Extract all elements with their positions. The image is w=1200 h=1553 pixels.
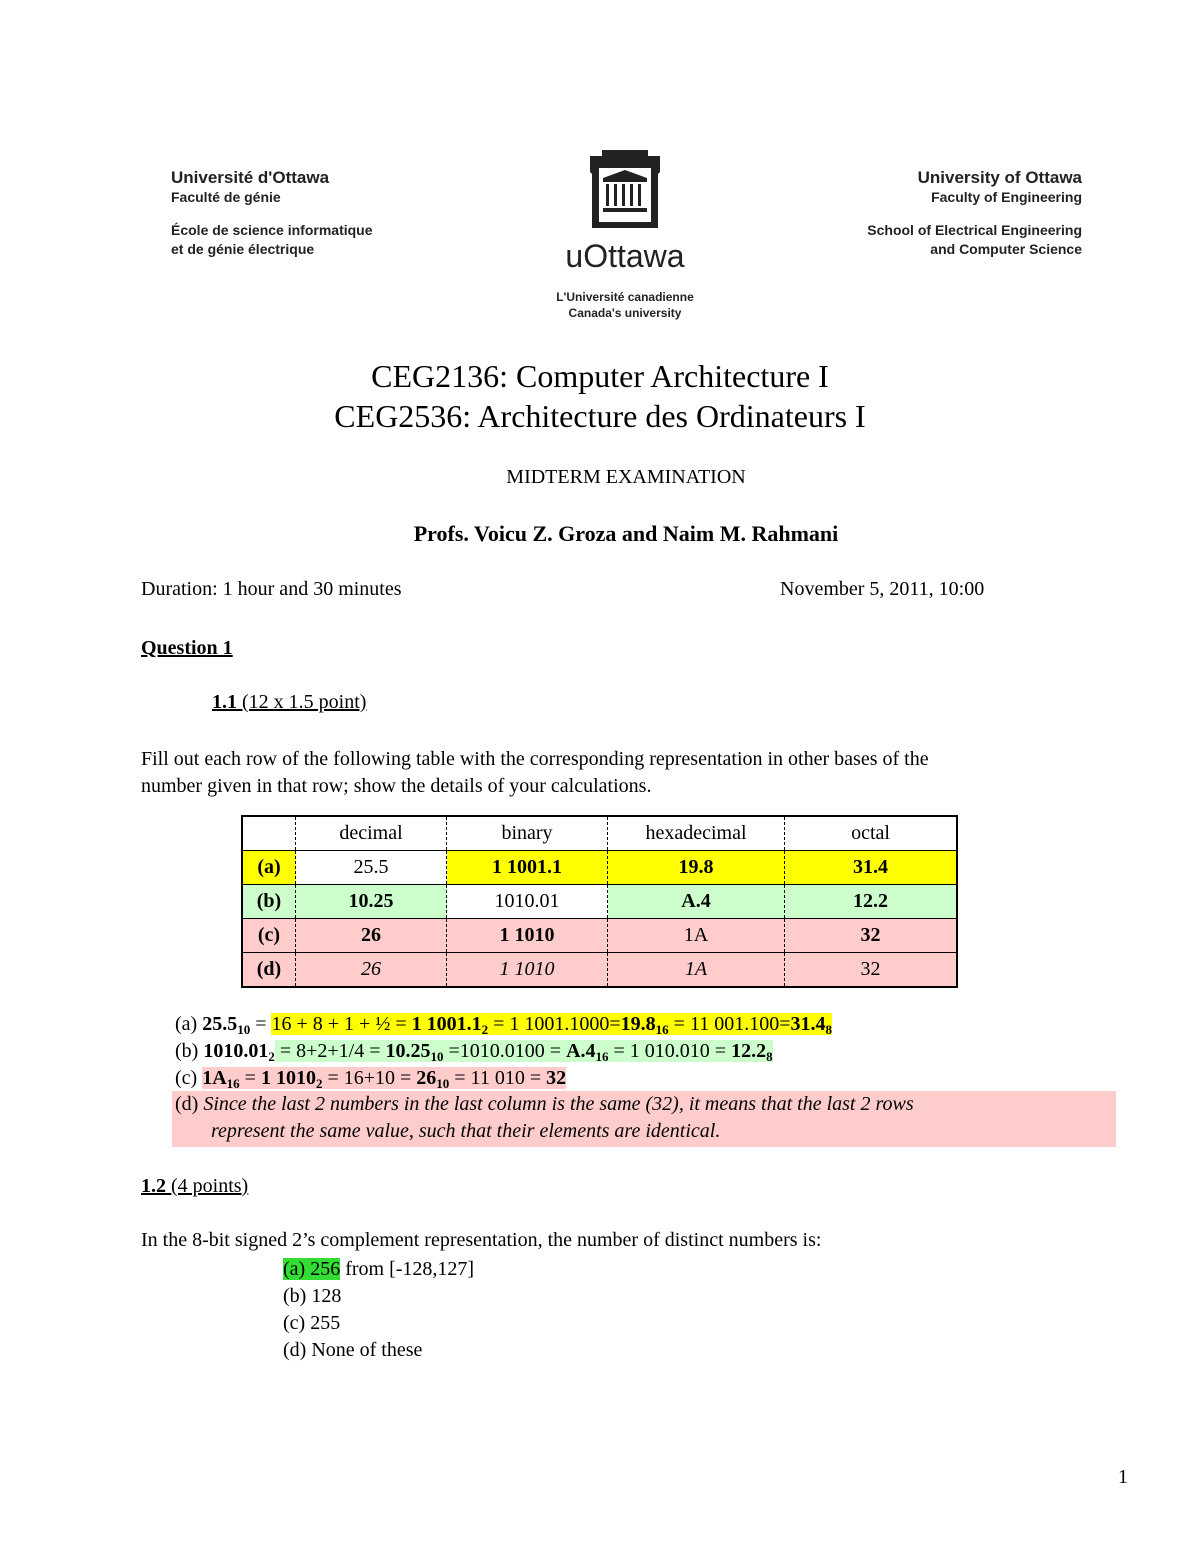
answer-text: = 11 010 = bbox=[449, 1067, 547, 1089]
base-subscript: 2 bbox=[481, 1022, 489, 1037]
answer-d-line1: Since the last 2 numbers in the last column is the same (32), it means that the last 2 rows bbox=[203, 1093, 914, 1115]
table-header-cell bbox=[242, 816, 296, 851]
answer-label: (c) bbox=[175, 1067, 198, 1089]
table-cell: 32 bbox=[785, 919, 958, 953]
q1-1-heading bbox=[212, 691, 366, 714]
table-cell: 1 1001.1 bbox=[447, 851, 608, 885]
table-row bbox=[242, 953, 957, 988]
q1-1-points: (12 x 1.5 point) bbox=[242, 691, 367, 713]
school-fr-line1: École de science informatique bbox=[171, 222, 373, 238]
table-cell: (b) bbox=[242, 885, 296, 919]
answer-text: = 11 001.100= bbox=[668, 1013, 791, 1035]
table-cell: A.4 bbox=[608, 885, 785, 919]
answer-given: 1010.01 bbox=[203, 1040, 269, 1062]
answer-oct: 12.2 bbox=[731, 1040, 767, 1062]
answer-label: (b) bbox=[175, 1040, 199, 1062]
answer-hex: 19.8 bbox=[620, 1013, 656, 1035]
answer-dec: 26 bbox=[416, 1067, 437, 1089]
answer-text: = 1 1001.1000= bbox=[488, 1013, 621, 1035]
base-subscript: 16 bbox=[655, 1022, 669, 1037]
exam-type: MIDTERM EXAMINATION bbox=[506, 466, 746, 488]
university-building-icon bbox=[588, 148, 662, 230]
answer-value bbox=[202, 1013, 250, 1035]
table-cell: 25.5 bbox=[296, 851, 447, 885]
table-cell: 1 1010 bbox=[447, 919, 608, 953]
header-left bbox=[171, 168, 431, 259]
faculty-en: Faculty of Engineering bbox=[931, 189, 1082, 205]
table-cell: (c) bbox=[242, 919, 296, 953]
base-subscript: 8 bbox=[825, 1022, 832, 1037]
q1-2-prompt: In the 8-bit signed 2’s complement representation, the number of distinct numbers is: bbox=[141, 1229, 822, 1251]
option-d: (d) None of these bbox=[283, 1339, 423, 1361]
conversion-table bbox=[241, 815, 958, 988]
uottawa-logo bbox=[540, 148, 710, 321]
table-cell: 32 bbox=[785, 953, 958, 988]
course-title-fr: CEG2536: Architecture des Ordinateurs I bbox=[334, 398, 866, 434]
answer-c bbox=[175, 1067, 566, 1090]
professors: Profs. Voicu Z. Groza and Naim M. Rahmani bbox=[413, 521, 839, 546]
q1-2-heading bbox=[141, 1175, 248, 1198]
table-cell: (a) bbox=[242, 851, 296, 885]
option-a bbox=[283, 1256, 474, 1283]
option-a-suffix: from [-128,127] bbox=[340, 1258, 475, 1280]
answer-text: = 8+2+1/4 = bbox=[274, 1040, 386, 1062]
table-cell: 26 bbox=[296, 953, 447, 988]
table-cell: 10.25 bbox=[296, 885, 447, 919]
answer-given: 1A bbox=[202, 1067, 227, 1089]
answer-d-line2: represent the same value, such that their elements are identical. bbox=[211, 1120, 721, 1142]
table-row bbox=[242, 919, 957, 953]
table-cell: 26 bbox=[296, 919, 447, 953]
school-en-line2: and Computer Science bbox=[930, 241, 1082, 257]
answer-oct: 31.4 bbox=[790, 1013, 826, 1035]
logo-wordmark: uOttawa bbox=[565, 238, 685, 274]
uo-name-fr: Université d'Ottawa bbox=[171, 168, 330, 187]
school-en-line1: School of Electrical Engineering bbox=[867, 222, 1082, 238]
q1-1-instructions bbox=[141, 746, 929, 800]
answer-highlight bbox=[202, 1067, 566, 1089]
answer-a bbox=[175, 1013, 832, 1036]
course-title-en: CEG2136: Computer Architecture I bbox=[371, 358, 829, 394]
table-row bbox=[242, 885, 957, 919]
page-number: 1 bbox=[1118, 1466, 1128, 1488]
base-subscript: 10 bbox=[436, 1076, 450, 1091]
answer-bin: 1 1001.1 bbox=[411, 1013, 482, 1035]
answer-hex: A.4 bbox=[566, 1040, 596, 1062]
answer-bin: 1 1010 bbox=[260, 1067, 316, 1089]
table-cell: 1 1010 bbox=[447, 953, 608, 988]
table-cell: 12.2 bbox=[785, 885, 958, 919]
question-heading-text: Question 1 bbox=[141, 637, 233, 659]
answer-label: (a) bbox=[175, 1013, 198, 1035]
q1-2-options bbox=[283, 1256, 474, 1364]
q1-1-number: 1.1 bbox=[212, 691, 237, 713]
school-fr-line2: et de génie électrique bbox=[171, 241, 315, 257]
answer-text: = 1 010.010 = bbox=[608, 1040, 732, 1062]
table-cell: 1010.01 bbox=[447, 885, 608, 919]
answer-text: = bbox=[239, 1067, 261, 1089]
answer-dec: 10.25 bbox=[385, 1040, 431, 1062]
base-subscript: 2 bbox=[268, 1049, 275, 1064]
uo-name-en: University of Ottawa bbox=[917, 168, 1082, 187]
table-cell: 1A bbox=[608, 953, 785, 988]
base-subscript: 2 bbox=[315, 1076, 323, 1091]
answer-highlight bbox=[271, 1013, 832, 1035]
tagline-fr: L'Université canadienne bbox=[556, 290, 694, 304]
answer-oct: 32 bbox=[546, 1067, 567, 1089]
answer-highlight bbox=[275, 1040, 773, 1062]
option-b: (b) 128 bbox=[283, 1285, 342, 1307]
table-header-cell: hexadecimal bbox=[608, 816, 785, 851]
table-cell: 31.4 bbox=[785, 851, 958, 885]
answer-label: (d) bbox=[175, 1093, 199, 1115]
q1-2-points: (4 points) bbox=[171, 1175, 249, 1197]
base-subscript: 10 bbox=[430, 1049, 444, 1064]
answer-text: =1010.0100 = bbox=[443, 1040, 567, 1062]
answer-b bbox=[175, 1040, 773, 1063]
tagline-en: Canada's university bbox=[568, 306, 682, 320]
answer-text: = 16+10 = bbox=[322, 1067, 417, 1089]
answer-given: 25.5 bbox=[202, 1013, 238, 1035]
header-right bbox=[760, 168, 1082, 259]
duration: Duration: 1 hour and 30 minutes bbox=[141, 578, 402, 600]
answer-d bbox=[172, 1091, 1116, 1147]
option-c: (c) 255 bbox=[283, 1312, 341, 1334]
base-subscript: 16 bbox=[226, 1076, 240, 1091]
q1-2-number: 1.2 bbox=[141, 1175, 166, 1197]
instructions-line2: number given in that row; show the details of your calculations. bbox=[141, 775, 652, 797]
answer-text: 16 + 8 + 1 + ½ = bbox=[271, 1013, 412, 1035]
table-header-cell: decimal bbox=[296, 816, 447, 851]
table-row bbox=[242, 851, 957, 885]
table-cell: (d) bbox=[242, 953, 296, 988]
table-header-cell: octal bbox=[785, 816, 958, 851]
table-header-row bbox=[242, 816, 957, 851]
answer-value bbox=[203, 1040, 275, 1062]
faculty-fr: Faculté de génie bbox=[171, 189, 281, 205]
table-cell: 19.8 bbox=[608, 851, 785, 885]
base-subscript: 10 bbox=[237, 1022, 251, 1037]
base-subscript: 8 bbox=[766, 1049, 773, 1064]
option-a-label: (a) 256 bbox=[283, 1258, 341, 1280]
table-cell: 1A bbox=[608, 919, 785, 953]
table-header-cell: binary bbox=[447, 816, 608, 851]
question-heading bbox=[141, 637, 233, 660]
instructions-line1: Fill out each row of the following table with the corresponding representation in other bases of the bbox=[141, 748, 929, 770]
exam-date: November 5, 2011, 10:00 bbox=[780, 578, 985, 600]
base-subscript: 16 bbox=[595, 1049, 609, 1064]
answer-text: = bbox=[250, 1013, 272, 1035]
